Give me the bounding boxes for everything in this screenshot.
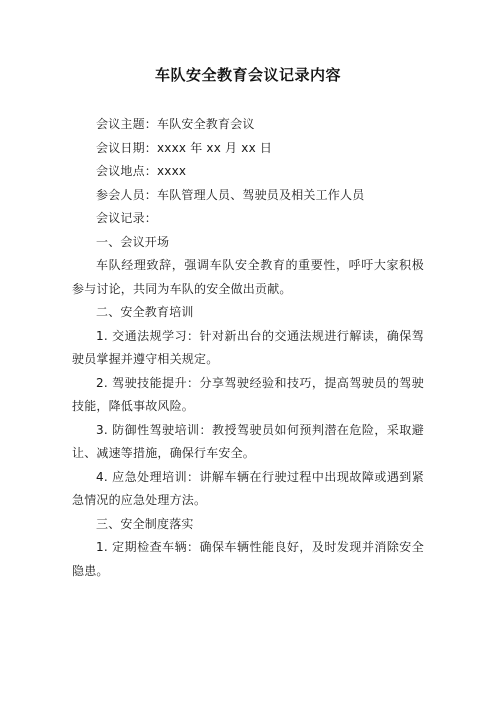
section-heading-training: 二、安全教育培训 xyxy=(96,305,194,319)
meeting-attendees: 参会人员：车队管理人员、驾驶员及相关工作人员 xyxy=(96,187,365,202)
meeting-topic: 会议主题：车队安全教育会议 xyxy=(96,117,255,131)
meeting-record-label: 会议记录： xyxy=(96,211,158,225)
list-item-defensive-driving: 3. 防御性驾驶培训：教授驾驶员如何预判潜在危险，采取避让、减速等措施，确保行车安全。 xyxy=(72,422,424,460)
paragraph-opening: 车队经理致辞，强调车队安全教育的重要性，呼吁大家积极参与讨论，共同为车队的安全做出贡献。 xyxy=(72,258,424,296)
document-title: 车队安全教育会议记录内容 xyxy=(154,66,341,84)
list-item-vehicle-inspection: 1. 定期检查车辆：确保车辆性能良好，及时发现并消除安全隐患。 xyxy=(72,540,424,578)
list-item-emergency-handling: 4. 应急处理培训：讲解车辆在行驶过程中出现故障或遇到紧急情况的应急处理方法。 xyxy=(72,469,424,507)
list-item-traffic-law: 1. 交通法规学习：针对新出台的交通法规进行解读，确保驾驶员掌握并遵守相关规定。 xyxy=(72,328,424,366)
document-body xyxy=(72,113,424,583)
section-heading-opening: 一、会议开场 xyxy=(96,234,170,249)
section-heading-safety-rules: 三、安全制度落实 xyxy=(96,516,194,531)
meeting-location: 会议地点：xxxx xyxy=(96,164,187,178)
list-item-driving-skills: 2. 驾驶技能提升：分享驾驶经验和技巧，提高驾驶员的驾驶技能，降低事故风险。 xyxy=(72,375,424,413)
meeting-date: 会议日期：xxxx 年 xx 月 xx 日 xyxy=(96,140,273,155)
